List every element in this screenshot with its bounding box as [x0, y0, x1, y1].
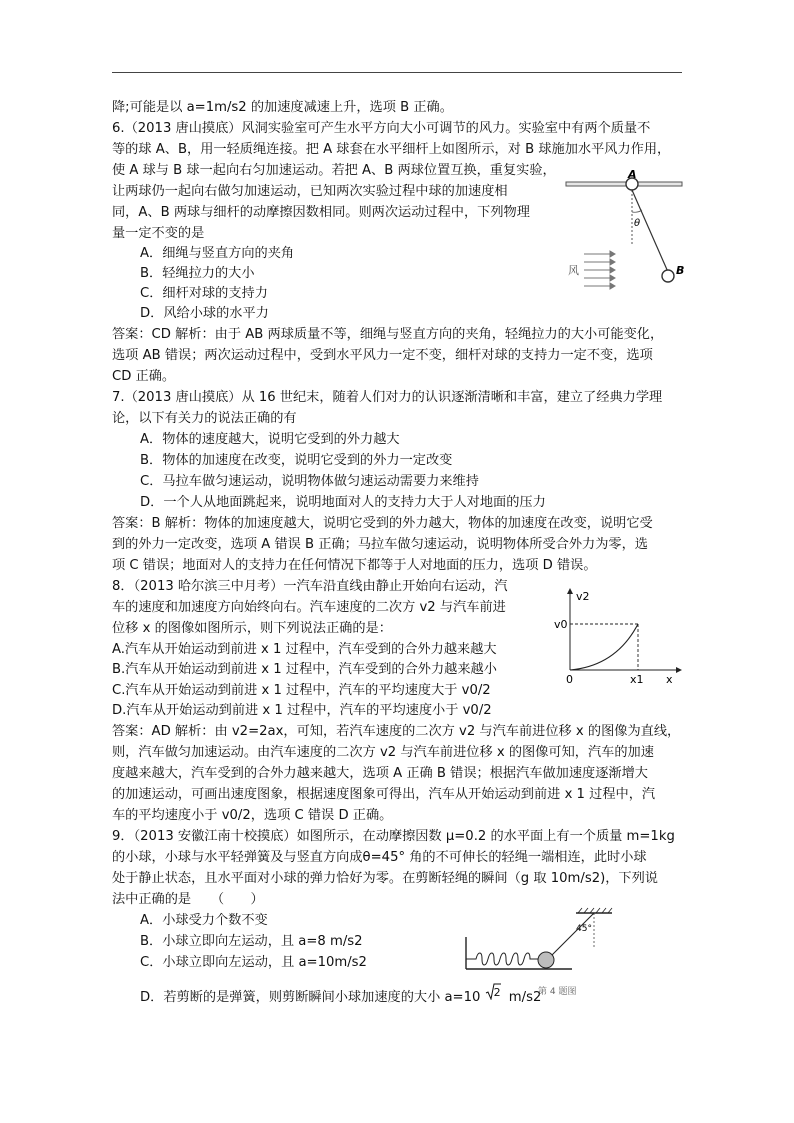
option-d-unit: m/s2: [508, 990, 542, 1005]
question-6-stem: 使 A 球与 B 球一起向右匀加速运动。若把 A、B 两球位置互换，重复实验，: [112, 163, 556, 178]
question-9-stem: 法中正确的是 （ ）: [112, 892, 264, 907]
answer-8: 度越来越大，汽车受到的合外力越来越大，选项 A 正确 B 错误；根据汽车做加速度逐渐增大: [112, 766, 648, 781]
angle-label: 45°: [576, 924, 592, 934]
label-v0: v0: [554, 618, 568, 631]
question-7-stem: 7.（2013 唐山摸底）从 16 世纪末，随着人们对力的认识逐渐清晰和丰富，建立了经典力学理: [112, 390, 663, 405]
sqrt-radicand: 2: [493, 986, 501, 999]
question-8-graph: [554, 586, 684, 686]
label-x1: x1: [630, 673, 644, 686]
question-8-option-d: D.汽车从开始运动到前进 x 1 过程中，汽车的平均速度小于 v0/2: [112, 703, 492, 718]
question-6-option-d: D．风给小球的水平力: [140, 306, 269, 321]
question-6-figure: [562, 166, 686, 292]
answer-8: 车的平均速度小于 v0/2，选项 C 错误 D 正确。: [112, 808, 393, 823]
header-rule: [112, 72, 682, 73]
question-8-stem: 位移 x 的图像如图所示，则下列说法正确的是：: [112, 621, 392, 636]
option-d-text: D．若剪断的是弹簧，则剪断瞬间小球加速度的大小 a=10: [140, 990, 481, 1005]
question-9-stem: 9．（2013 安徽江南十校摸底）如图所示，在动摩擦因数 μ=0.2 的水平面上有一个质量 m=1kg: [112, 829, 675, 844]
answer-7: 到的外力一定改变，选项 A 错误 B 正确；马拉车做匀速运动，说明物体所受合外力为零，选: [112, 537, 648, 552]
question-7-option-a: A．物体的速度越大，说明它受到的外力越大: [140, 432, 400, 447]
answer-6: 答案：CD 解析：由于 AB 两球质量不等，细绳与竖直方向的夹角，轻绳拉力的大小可能变化，: [112, 327, 664, 342]
question-8-stem: 车的速度和加速度方向始终向右。汽车速度的二次方 v2 与汽车前进: [112, 600, 506, 615]
figure-caption-text: 第 4 题图: [538, 987, 577, 997]
question-8-option-c: C.汽车从开始运动到前进 x 1 过程中，汽车的平均速度大于 v0/2: [112, 683, 491, 698]
question-7-option-b: B．物体的加速度在改变，说明它受到的外力一定改变: [140, 453, 453, 468]
question-9-option-c: C．小球立即向左运动，且 a=10m/s2: [140, 955, 367, 970]
answer-7: 答案：B 解析：物体的加速度越大，说明它受到的外力越大，物体的加速度在改变，说明它受: [112, 516, 653, 531]
question-8-option-b: B.汽车从开始运动到前进 x 1 过程中，汽车受到的合外力越来越小: [112, 662, 497, 677]
answer-6: CD 正确。: [112, 369, 176, 384]
question-6-option-b: B．轻绳拉力的大小: [140, 266, 255, 281]
question-7-stem: 论，以下有关力的说法正确的有: [112, 411, 297, 426]
label-v2: v2: [576, 590, 590, 603]
question-9-figure: [460, 907, 620, 975]
question-7-option-c: C．马拉车做匀速运动，说明物体做匀速运动需要力来维持: [140, 474, 479, 489]
label-a: A: [628, 168, 637, 181]
question-9-option-b: B．小球立即向左运动，且 a=8 m/s2: [140, 934, 363, 949]
question-6-stem: 等的球 A、B，用一轻质绳连接。把 A 球套在水平细杆上如图所示，对 B 球施加水平风力作用，: [112, 142, 671, 157]
label-theta: θ: [634, 218, 641, 229]
label-wind: 风: [568, 264, 579, 277]
question-9-stem: 处于静止状态，且水平面对小球的弹力恰好为零。在剪断轻绳的瞬间（g 取 10m/s2)，下列说: [112, 871, 658, 886]
answer-8: 答案：AD 解析：由 v2=2ax，可知，若汽车速度的二次方 v2 与汽车前进位移 x 的图像为直线，: [112, 724, 681, 739]
question-6-option-c: C．细杆对球的支持力: [140, 286, 268, 301]
answer-8: 则，汽车做匀加速运动。由汽车速度的二次方 v2 与汽车前进位移 x 的图像可知，汽车的加速: [112, 745, 654, 760]
label-b: B: [676, 264, 685, 277]
question-8-option-a: A.汽车从开始运动到前进 x 1 过程中，汽车受到的合外力越来越大: [112, 642, 497, 657]
question-9-option-d: [140, 986, 541, 1008]
sqrt-symbol: [485, 986, 501, 1004]
question-6-option-a: A．细绳与竖直方向的夹角: [140, 246, 295, 261]
question-9-stem: 的小球，小球与水平轻弹簧及与竖直方向成θ=45° 角的不可伸长的轻绳一端相连，此时小球: [112, 850, 647, 865]
answer-6: 选项 AB 错误；两次运动过程中，受到水平风力一定不变，细杆对球的支持力一定不变，选项: [112, 348, 653, 363]
label-x: x: [666, 673, 673, 686]
question-6-stem: 6.（2013 唐山摸底）风洞实验室可产生水平方向大小可调节的风力。实验室中有两个质量不: [112, 121, 651, 136]
question-9-option-a: A．小球受力个数不变: [140, 913, 268, 928]
question-7-option-d: D．一个人从地面跳起来，说明地面对人的支持力大于人对地面的压力: [140, 495, 546, 510]
question-6-stem: 量一定不变的是: [112, 226, 205, 241]
text-line: 降;可能是以 a=1m/s2 的加速度减速上升，选项 B 正确。: [112, 100, 453, 115]
answer-7: 项 C 错误；地面对人的支持力在任何情况下都等于人对地面的压力，选项 D 错误。: [112, 558, 597, 573]
question-6-stem: 同，A、B 两球与细杆的动摩擦因数相同。则两次运动过程中，下列物理: [112, 205, 530, 220]
question-6-stem: 让两球仍一起向右做匀加速运动，已知两次实验过程中球的加速度相: [112, 184, 508, 199]
question-8-stem: 8．（2013 哈尔滨三中月考）一汽车沿直线由静止开始向右运动，汽: [112, 579, 508, 594]
answer-8: 的加速运动，可画出速度图象，根据速度图象可得出，汽车从开始运动到前进 x 1 过程中，汽: [112, 787, 656, 802]
label-origin: 0: [566, 673, 573, 686]
